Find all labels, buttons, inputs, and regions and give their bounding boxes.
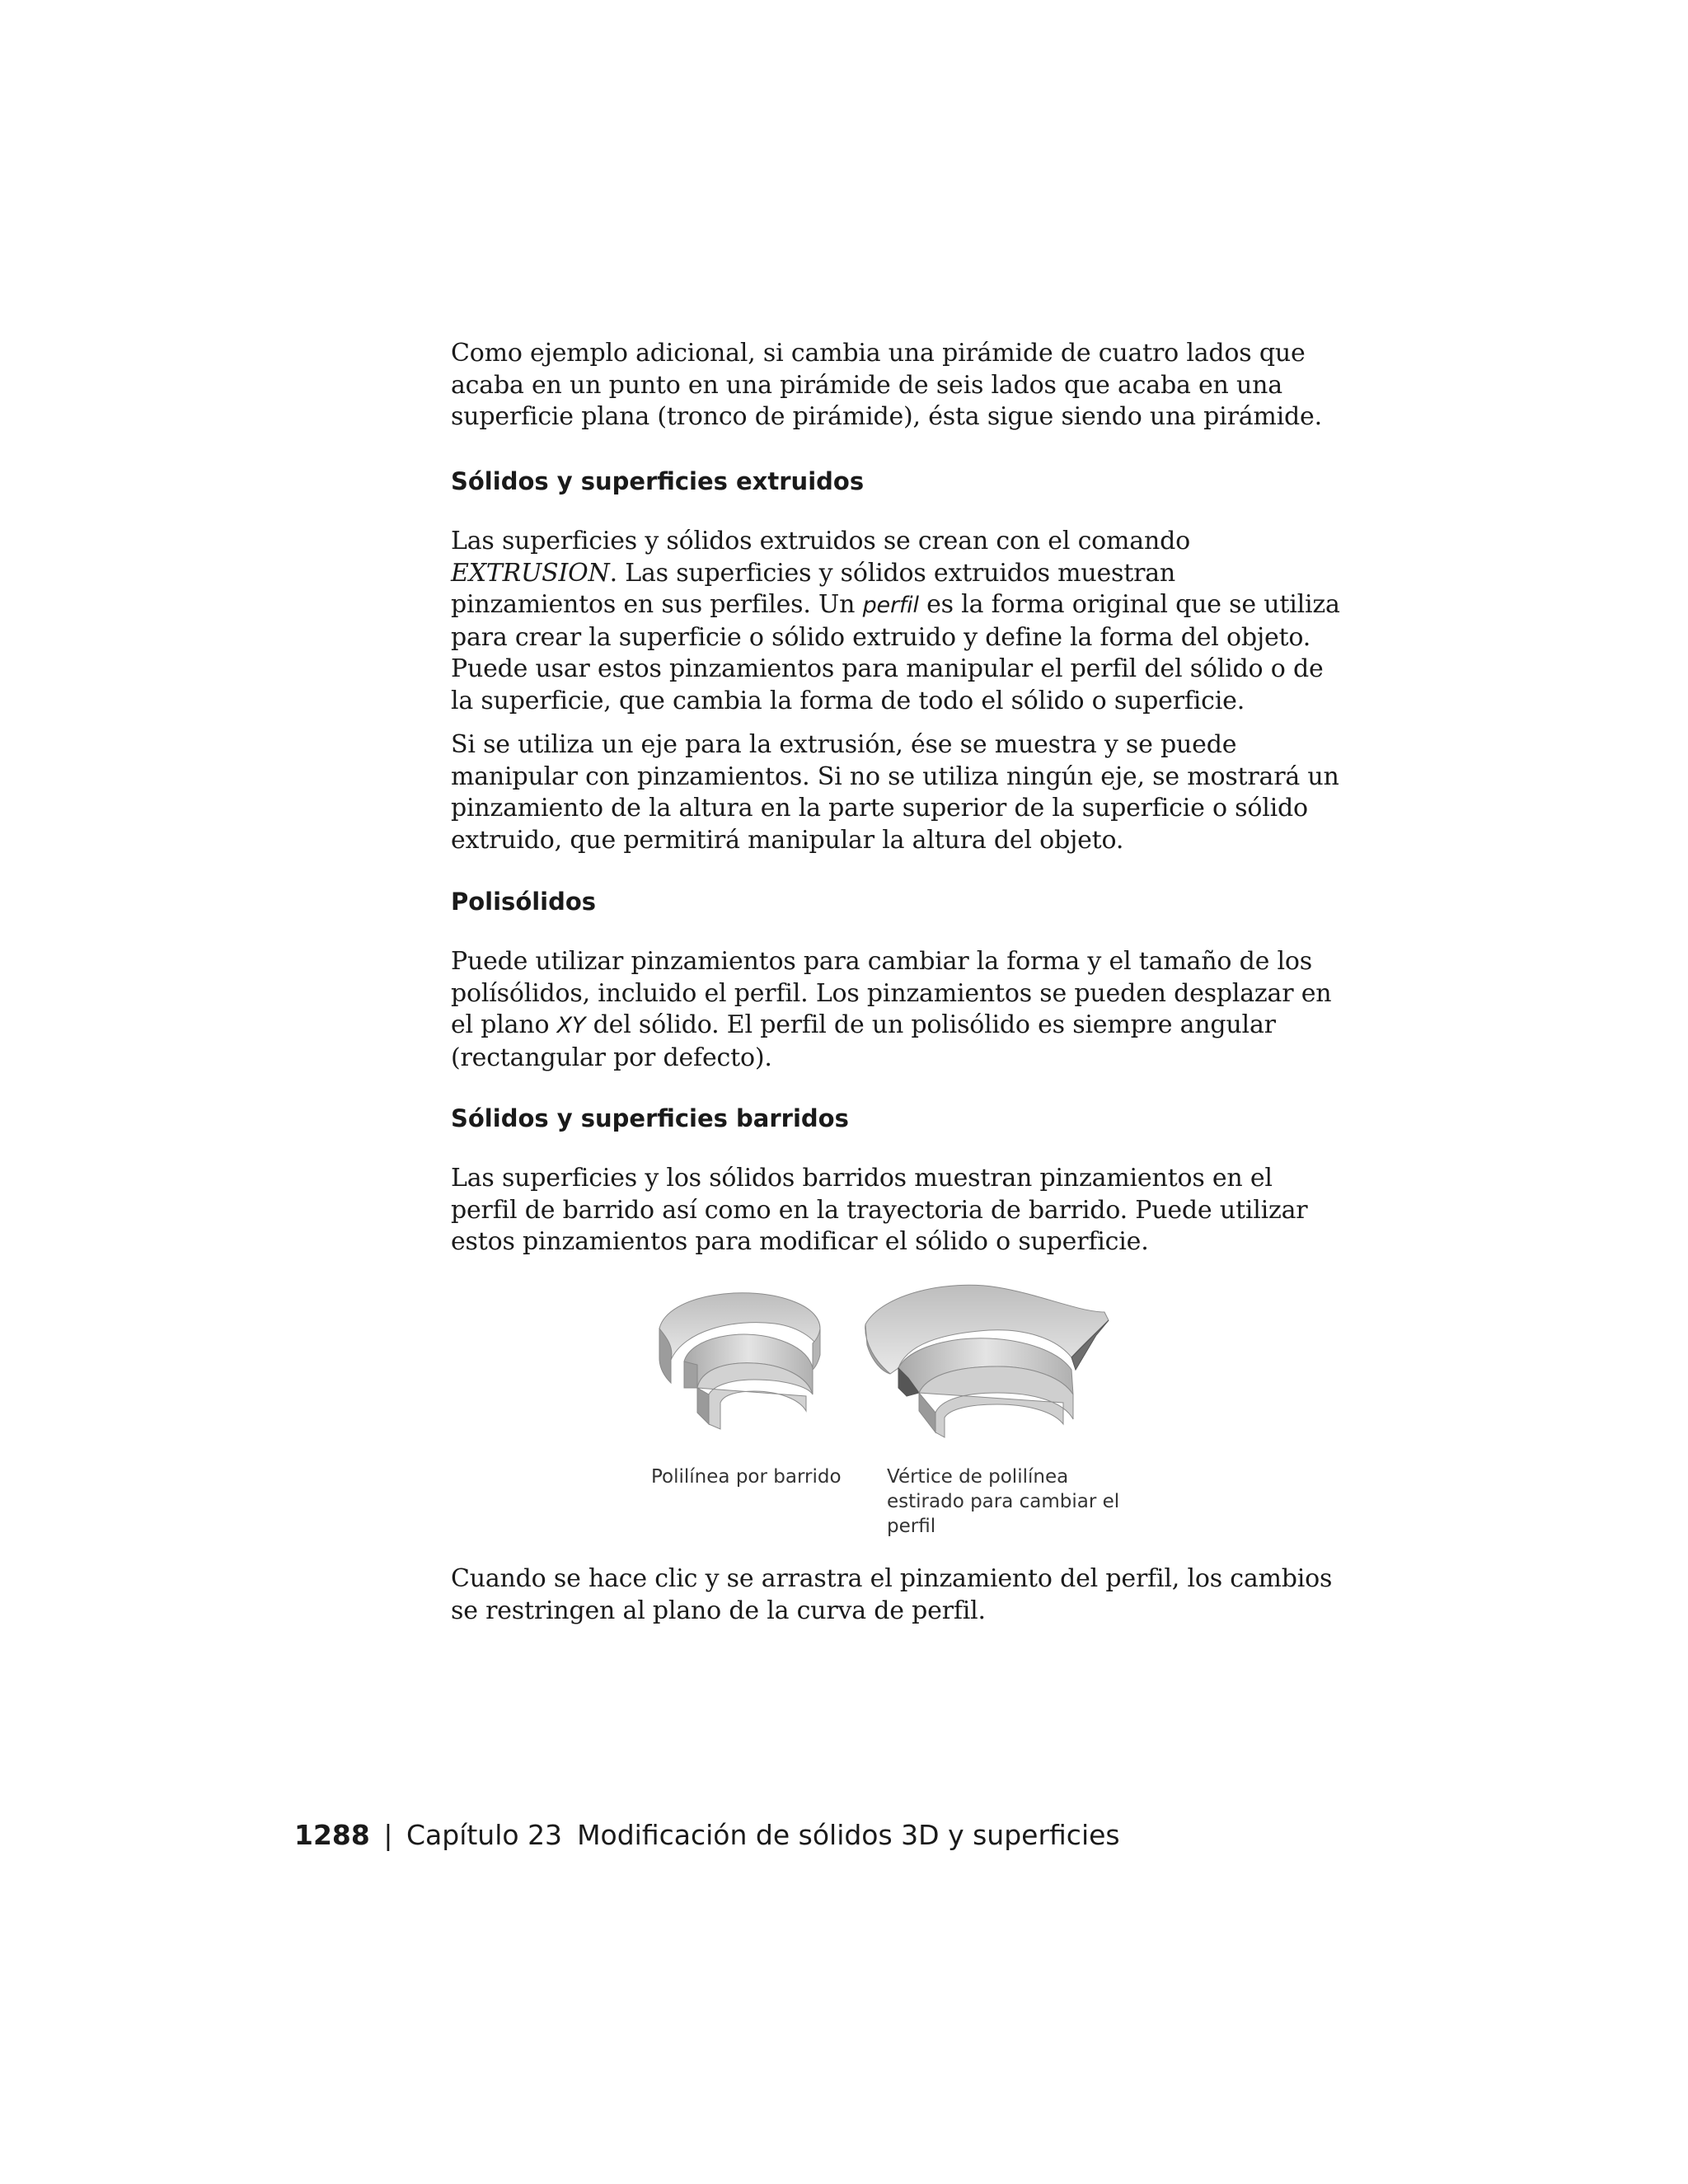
- paragraph-extrusion: [451, 526, 1341, 717]
- paragraph-pyramid-example: Como ejemplo adicional, si cambia una pirámide de cuatro lados que acaba en un punto en una pirámide de seis lados que acaba en una superficie plana (tronco de pirámide), ésta sigue siendo una pirámide.: [451, 339, 1322, 431]
- paragraph-axis: Si se utiliza un eje para la extrusión, ése se muestra y se puede manipular con pinzamientos. Si no se utiliza ningún eje, se mostrará un pinzamiento de la altura en la parte superior de la superficie o sólido extruido, que permitirá manipular la altura del objeto.: [451, 730, 1339, 855]
- figure-caption-right: Vértice de polilínea estirado para cambiar el perfil: [887, 1466, 1120, 1537]
- left-swept-solid: [659, 1293, 820, 1429]
- paragraph-extrusion-text-a: Las superficies y sólidos extruidos se crean con el comando: [451, 527, 1190, 555]
- term-perfil: perfil: [862, 593, 919, 618]
- paragraph-extrusion-text-c: es la forma original que se utiliza para crear la superficie o sólido extruido y define la forma del objeto. Puede usar estos pinzamientos para manipular el perfil del sólido o de la superficie, que cambia la forma de todo el sólido o superficie.: [451, 590, 1340, 715]
- paragraph-polysolids-text-a: Puede utilizar pinzamientos para cambiar la forma y el tamaño de los polísólidos, incluido el perfil. Los pinzamientos se pueden desplazar en el plano: [451, 947, 1332, 1039]
- paragraph-polysolids: [451, 946, 1341, 1074]
- term-xy: XY: [556, 1013, 586, 1038]
- heading-swept: Sólidos y superficies barridos: [451, 1104, 849, 1132]
- heading-polysolids: Polisólidos: [451, 888, 597, 916]
- footer-chapter-title: Modificación de sólidos 3D y superficies: [577, 1819, 1120, 1851]
- page-footer: [294, 1817, 1120, 1854]
- footer-chapter: Capítulo 23: [406, 1819, 563, 1851]
- footer-separator: |: [383, 1819, 393, 1851]
- figure-caption-left: Polilínea por barrido: [651, 1466, 842, 1488]
- page-number: 1288: [294, 1819, 370, 1851]
- paragraph-polysolids-text-b: del sólido. El perfil de un polisólido es siempre angular (rectangular por defecto).: [451, 1010, 1276, 1072]
- paragraph-profile-drag: Cuando se hace clic y se arrastra el pinzamiento del perfil, los cambios se restringen al plano de la curva de perfil.: [451, 1564, 1333, 1625]
- paragraph-swept: Las superficies y los sólidos barridos muestran pinzamientos en el perfil de barrido así como en la trayectoria de barrido. Puede utilizar estos pinzamientos para modificar el sólido o superficie.: [451, 1164, 1308, 1256]
- command-extrusion: EXTRUSION: [451, 558, 610, 588]
- right-swept-solid: [865, 1285, 1109, 1437]
- paragraph-extrusion-text-b: . Las superficies y sólidos extruidos muestran pinzamientos en sus perfiles. Un: [451, 558, 1176, 619]
- heading-extruded: Sólidos y superficies extruidos: [451, 467, 865, 495]
